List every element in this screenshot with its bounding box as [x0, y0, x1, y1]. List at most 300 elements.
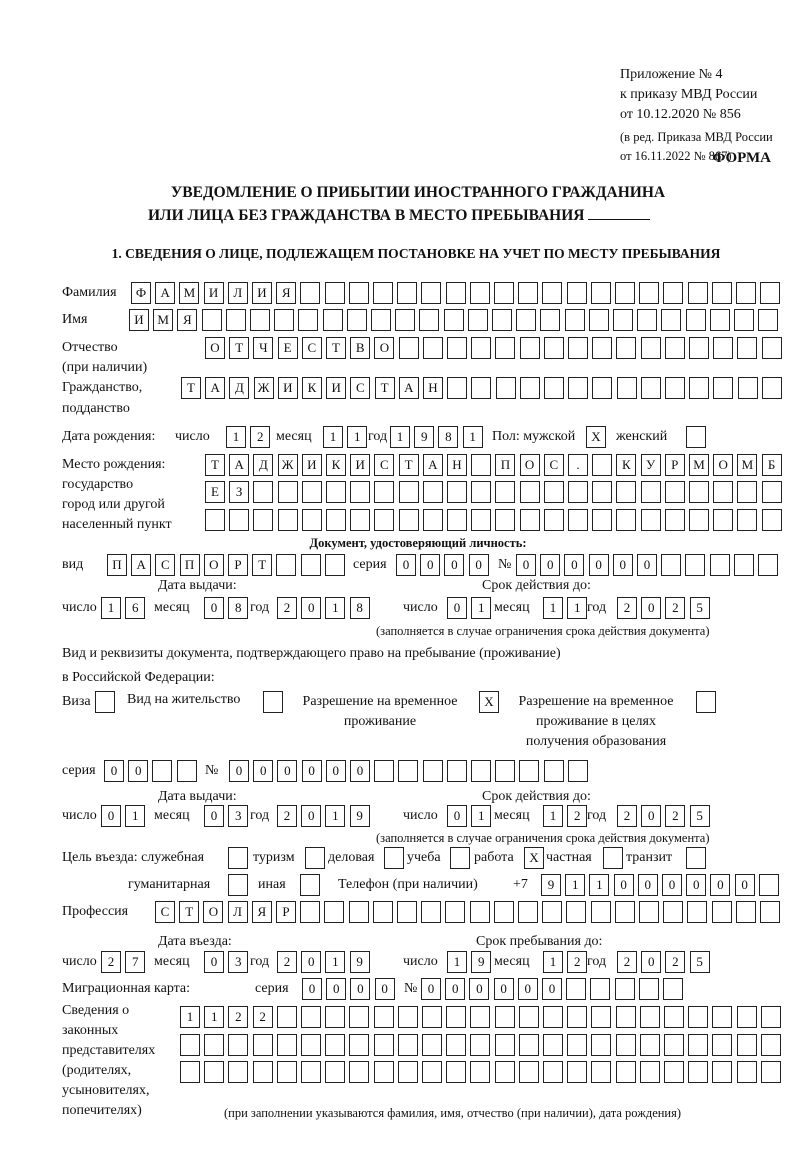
char-cell[interactable]: У [641, 454, 661, 476]
char-cell[interactable]: 5 [690, 805, 710, 827]
char-cell[interactable]: 0 [564, 554, 584, 576]
char-cell[interactable]: А [229, 454, 249, 476]
char-cell[interactable]: 8 [350, 597, 370, 619]
char-cell[interactable] [228, 1034, 248, 1056]
char-cell[interactable] [277, 1006, 297, 1028]
char-cell[interactable]: 8 [228, 597, 248, 619]
char-cell[interactable]: С [302, 337, 322, 359]
birth-year-field[interactable] [390, 426, 487, 448]
char-cell[interactable] [543, 1061, 563, 1083]
char-cell[interactable]: Н [423, 377, 443, 399]
checkbox-cell[interactable] [263, 691, 283, 713]
char-cell[interactable]: 1 [125, 805, 145, 827]
stay-number-field[interactable] [229, 760, 592, 782]
char-cell[interactable] [591, 1006, 611, 1028]
char-cell[interactable] [520, 337, 540, 359]
char-cell[interactable]: Р [276, 901, 296, 923]
char-cell[interactable] [565, 309, 585, 331]
char-cell[interactable] [760, 901, 780, 923]
char-cell[interactable]: 0 [444, 554, 464, 576]
char-cell[interactable] [568, 509, 588, 531]
representatives-field-2[interactable] [180, 1034, 785, 1056]
char-cell[interactable]: 0 [350, 978, 370, 1000]
char-cell[interactable] [665, 509, 685, 531]
char-cell[interactable] [689, 337, 709, 359]
char-cell[interactable]: Д [253, 454, 273, 476]
char-cell[interactable] [278, 481, 298, 503]
char-cell[interactable]: 0 [204, 597, 224, 619]
char-cell[interactable]: 9 [541, 874, 561, 896]
char-cell[interactable] [762, 377, 782, 399]
purpose-business-checkbox[interactable] [384, 847, 408, 869]
char-cell[interactable] [568, 481, 588, 503]
char-cell[interactable]: Ж [278, 454, 298, 476]
char-cell[interactable]: З [229, 481, 249, 503]
stay-valid-day-field[interactable] [447, 805, 495, 827]
char-cell[interactable] [202, 309, 222, 331]
char-cell[interactable]: 3 [228, 805, 248, 827]
char-cell[interactable] [423, 481, 443, 503]
char-cell[interactable] [641, 377, 661, 399]
char-cell[interactable] [713, 481, 733, 503]
char-cell[interactable] [373, 282, 393, 304]
stay-valid-year-field[interactable] [617, 805, 714, 827]
stay-issue-day-field[interactable] [101, 805, 149, 827]
char-cell[interactable]: И [326, 377, 346, 399]
char-cell[interactable] [398, 760, 418, 782]
checkbox-cell[interactable] [384, 847, 404, 869]
id-number-field[interactable] [516, 554, 782, 576]
char-cell[interactable] [470, 282, 490, 304]
char-cell[interactable]: Ж [254, 377, 274, 399]
char-cell[interactable] [615, 282, 635, 304]
char-cell[interactable] [758, 309, 778, 331]
entry-month-field[interactable] [204, 951, 252, 973]
char-cell[interactable] [492, 309, 512, 331]
char-cell[interactable]: 0 [229, 760, 249, 782]
char-cell[interactable]: И [302, 454, 322, 476]
char-cell[interactable]: 3 [228, 951, 248, 973]
char-cell[interactable] [326, 481, 346, 503]
char-cell[interactable]: 0 [302, 760, 322, 782]
char-cell[interactable] [712, 282, 732, 304]
char-cell[interactable]: 2 [617, 951, 637, 973]
char-cell[interactable] [471, 337, 491, 359]
char-cell[interactable] [324, 901, 344, 923]
char-cell[interactable] [712, 901, 732, 923]
char-cell[interactable]: 0 [301, 597, 321, 619]
char-cell[interactable] [566, 978, 586, 1000]
char-cell[interactable]: 2 [617, 597, 637, 619]
entry-day-field[interactable] [101, 951, 149, 973]
char-cell[interactable]: 0 [350, 760, 370, 782]
char-cell[interactable]: 0 [421, 978, 441, 1000]
checkbox-cell[interactable] [603, 847, 623, 869]
char-cell[interactable] [325, 1006, 345, 1028]
representatives-field-3[interactable] [180, 1061, 785, 1083]
char-cell[interactable]: М [737, 454, 757, 476]
char-cell[interactable]: 0 [710, 874, 730, 896]
char-cell[interactable]: 2 [228, 1006, 248, 1028]
char-cell[interactable] [734, 554, 754, 576]
char-cell[interactable] [397, 901, 417, 923]
stay-until-day-field[interactable] [447, 951, 495, 973]
checkbox-cell[interactable] [686, 426, 706, 448]
char-cell[interactable] [471, 760, 491, 782]
char-cell[interactable] [516, 309, 536, 331]
id-valid-year-field[interactable] [617, 597, 714, 619]
char-cell[interactable] [302, 481, 322, 503]
char-cell[interactable] [422, 1006, 442, 1028]
char-cell[interactable] [495, 760, 515, 782]
char-cell[interactable]: 1 [226, 426, 246, 448]
char-cell[interactable] [349, 1006, 369, 1028]
char-cell[interactable] [350, 481, 370, 503]
id-issue-month-field[interactable] [204, 597, 252, 619]
char-cell[interactable]: Т [399, 454, 419, 476]
char-cell[interactable] [276, 554, 296, 576]
char-cell[interactable]: 6 [125, 597, 145, 619]
char-cell[interactable]: П [180, 554, 200, 576]
char-cell[interactable]: 2 [253, 1006, 273, 1028]
char-cell[interactable] [665, 481, 685, 503]
char-cell[interactable] [736, 901, 756, 923]
char-cell[interactable]: 2 [250, 426, 270, 448]
char-cell[interactable] [762, 509, 782, 531]
purpose-other-checkbox[interactable] [300, 874, 324, 896]
char-cell[interactable] [641, 509, 661, 531]
char-cell[interactable]: Я [276, 282, 296, 304]
char-cell[interactable] [301, 1006, 321, 1028]
char-cell[interactable]: О [374, 337, 394, 359]
char-cell[interactable] [615, 978, 635, 1000]
char-cell[interactable]: В [350, 337, 370, 359]
char-cell[interactable] [253, 481, 273, 503]
stay-issue-year-field[interactable] [277, 805, 374, 827]
char-cell[interactable]: Я [252, 901, 272, 923]
char-cell[interactable] [544, 337, 564, 359]
char-cell[interactable] [471, 481, 491, 503]
char-cell[interactable] [592, 481, 612, 503]
char-cell[interactable] [617, 377, 637, 399]
char-cell[interactable] [688, 1034, 708, 1056]
char-cell[interactable] [395, 309, 415, 331]
char-cell[interactable] [567, 1006, 587, 1028]
char-cell[interactable]: 0 [589, 554, 609, 576]
char-cell[interactable] [737, 337, 757, 359]
char-cell[interactable] [664, 1006, 684, 1028]
char-cell[interactable]: 2 [665, 805, 685, 827]
char-cell[interactable] [374, 1061, 394, 1083]
char-cell[interactable]: Т [375, 377, 395, 399]
char-cell[interactable] [349, 1061, 369, 1083]
representatives-field-1[interactable] [180, 1006, 785, 1028]
char-cell[interactable] [180, 1034, 200, 1056]
char-cell[interactable]: 1 [323, 426, 343, 448]
purpose-private-checkbox[interactable] [603, 847, 627, 869]
char-cell[interactable] [520, 509, 540, 531]
visa-checkbox[interactable] [95, 691, 119, 713]
id-valid-month-field[interactable] [543, 597, 591, 619]
migration-series-field[interactable] [302, 978, 399, 1000]
char-cell[interactable] [689, 481, 709, 503]
char-cell[interactable]: Т [205, 454, 225, 476]
char-cell[interactable] [519, 1061, 539, 1083]
char-cell[interactable] [399, 509, 419, 531]
char-cell[interactable] [374, 760, 394, 782]
purpose-humanitarian-checkbox[interactable] [228, 874, 252, 896]
char-cell[interactable]: Д [229, 377, 249, 399]
char-cell[interactable] [567, 1061, 587, 1083]
char-cell[interactable] [520, 377, 540, 399]
char-cell[interactable] [639, 282, 659, 304]
char-cell[interactable] [470, 1006, 490, 1028]
citizenship-field[interactable] [181, 377, 786, 399]
char-cell[interactable] [421, 282, 441, 304]
char-cell[interactable]: А [423, 454, 443, 476]
char-cell[interactable]: 2 [665, 597, 685, 619]
char-cell[interactable] [229, 509, 249, 531]
char-cell[interactable] [325, 1034, 345, 1056]
char-cell[interactable]: И [204, 282, 224, 304]
char-cell[interactable] [640, 1061, 660, 1083]
char-cell[interactable]: 0 [494, 978, 514, 1000]
residence-checkbox[interactable] [263, 691, 287, 713]
char-cell[interactable]: Т [326, 337, 346, 359]
char-cell[interactable]: 9 [350, 951, 370, 973]
char-cell[interactable] [616, 481, 636, 503]
char-cell[interactable]: Я [177, 309, 197, 331]
char-cell[interactable]: 8 [438, 426, 458, 448]
char-cell[interactable] [687, 901, 707, 923]
char-cell[interactable]: Б [762, 454, 782, 476]
char-cell[interactable]: С [374, 454, 394, 476]
stay-valid-month-field[interactable] [543, 805, 591, 827]
char-cell[interactable] [447, 509, 467, 531]
birth-place-field-3[interactable] [205, 509, 786, 531]
stay-series-field[interactable] [104, 760, 201, 782]
char-cell[interactable] [226, 309, 246, 331]
char-cell[interactable] [688, 1006, 708, 1028]
char-cell[interactable]: 7 [125, 951, 145, 973]
id-issue-day-field[interactable] [101, 597, 149, 619]
char-cell[interactable]: 1 [463, 426, 483, 448]
profession-field[interactable] [155, 901, 784, 923]
char-cell[interactable] [641, 337, 661, 359]
char-cell[interactable] [543, 1034, 563, 1056]
char-cell[interactable]: 1 [543, 805, 563, 827]
sex-female-checkbox[interactable] [686, 426, 710, 448]
char-cell[interactable]: Н [447, 454, 467, 476]
id-series-field[interactable] [396, 554, 493, 576]
char-cell[interactable]: 0 [277, 760, 297, 782]
char-cell[interactable]: О [520, 454, 540, 476]
char-cell[interactable]: 2 [277, 951, 297, 973]
char-cell[interactable] [762, 337, 782, 359]
char-cell[interactable] [399, 337, 419, 359]
char-cell[interactable] [444, 309, 464, 331]
char-cell[interactable]: 0 [104, 760, 124, 782]
char-cell[interactable] [616, 1061, 636, 1083]
char-cell[interactable]: И [278, 377, 298, 399]
char-cell[interactable]: С [155, 901, 175, 923]
char-cell[interactable]: 1 [543, 597, 563, 619]
id-kind-field[interactable] [107, 554, 349, 576]
char-cell[interactable] [422, 1061, 442, 1083]
char-cell[interactable]: 1 [543, 951, 563, 973]
char-cell[interactable] [761, 1061, 781, 1083]
char-cell[interactable] [761, 1034, 781, 1056]
char-cell[interactable]: Ф [131, 282, 151, 304]
char-cell[interactable] [495, 509, 515, 531]
char-cell[interactable] [762, 481, 782, 503]
char-cell[interactable] [613, 309, 633, 331]
checkbox-cell[interactable] [696, 691, 716, 713]
char-cell[interactable] [495, 1006, 515, 1028]
char-cell[interactable] [544, 509, 564, 531]
char-cell[interactable] [689, 377, 709, 399]
char-cell[interactable]: О [203, 901, 223, 923]
entry-year-field[interactable] [277, 951, 374, 973]
char-cell[interactable]: 0 [326, 978, 346, 1000]
purpose-tourism-checkbox[interactable] [305, 847, 329, 869]
checkbox-cell[interactable]: X [586, 426, 606, 448]
char-cell[interactable] [640, 1034, 660, 1056]
char-cell[interactable] [712, 1006, 732, 1028]
name-field[interactable] [129, 309, 782, 331]
char-cell[interactable] [423, 509, 443, 531]
checkbox-cell[interactable] [228, 847, 248, 869]
char-cell[interactable]: Л [228, 282, 248, 304]
char-cell[interactable] [422, 1034, 442, 1056]
char-cell[interactable] [616, 1006, 636, 1028]
char-cell[interactable]: О [204, 554, 224, 576]
char-cell[interactable]: 2 [567, 951, 587, 973]
char-cell[interactable] [616, 1034, 636, 1056]
char-cell[interactable] [298, 309, 318, 331]
char-cell[interactable] [374, 509, 394, 531]
char-cell[interactable]: 0 [302, 978, 322, 1000]
char-cell[interactable] [470, 901, 490, 923]
checkbox-cell[interactable]: X [524, 847, 544, 869]
char-cell[interactable] [519, 760, 539, 782]
char-cell[interactable] [495, 1061, 515, 1083]
char-cell[interactable] [471, 377, 491, 399]
purpose-transit-checkbox[interactable] [686, 847, 710, 869]
char-cell[interactable]: 1 [325, 951, 345, 973]
char-cell[interactable] [301, 1061, 321, 1083]
char-cell[interactable] [325, 1061, 345, 1083]
char-cell[interactable]: Т [179, 901, 199, 923]
char-cell[interactable] [277, 1034, 297, 1056]
char-cell[interactable] [446, 1006, 466, 1028]
phone-field[interactable] [541, 874, 783, 896]
char-cell[interactable] [663, 978, 683, 1000]
char-cell[interactable]: 9 [471, 951, 491, 973]
char-cell[interactable]: 2 [567, 805, 587, 827]
char-cell[interactable]: 1 [347, 426, 367, 448]
sex-male-checkbox[interactable] [586, 426, 610, 448]
char-cell[interactable]: 2 [277, 597, 297, 619]
char-cell[interactable] [470, 1061, 490, 1083]
char-cell[interactable]: М [689, 454, 709, 476]
char-cell[interactable]: 1 [447, 951, 467, 973]
char-cell[interactable] [568, 377, 588, 399]
char-cell[interactable]: А [155, 282, 175, 304]
char-cell[interactable] [759, 874, 779, 896]
char-cell[interactable] [737, 1061, 757, 1083]
checkbox-cell[interactable] [300, 874, 320, 896]
char-cell[interactable]: Е [278, 337, 298, 359]
char-cell[interactable] [592, 337, 612, 359]
char-cell[interactable] [661, 309, 681, 331]
char-cell[interactable] [302, 509, 322, 531]
char-cell[interactable] [323, 309, 343, 331]
char-cell[interactable]: 0 [420, 554, 440, 576]
char-cell[interactable]: 0 [396, 554, 416, 576]
char-cell[interactable] [204, 1034, 224, 1056]
char-cell[interactable]: 0 [614, 874, 634, 896]
char-cell[interactable]: 0 [469, 978, 489, 1000]
char-cell[interactable] [496, 377, 516, 399]
char-cell[interactable] [734, 309, 754, 331]
char-cell[interactable] [205, 509, 225, 531]
char-cell[interactable] [664, 1034, 684, 1056]
char-cell[interactable] [641, 481, 661, 503]
char-cell[interactable] [760, 282, 780, 304]
birth-place-field-2[interactable] [205, 481, 786, 503]
surname-field[interactable] [131, 282, 784, 304]
char-cell[interactable] [685, 554, 705, 576]
char-cell[interactable] [374, 1034, 394, 1056]
purpose-official-checkbox[interactable] [228, 847, 252, 869]
char-cell[interactable] [204, 1061, 224, 1083]
char-cell[interactable]: . [568, 454, 588, 476]
char-cell[interactable] [568, 760, 588, 782]
char-cell[interactable] [447, 760, 467, 782]
char-cell[interactable]: 0 [447, 597, 467, 619]
id-issue-year-field[interactable] [277, 597, 374, 619]
char-cell[interactable] [543, 1006, 563, 1028]
char-cell[interactable] [637, 309, 657, 331]
char-cell[interactable] [544, 760, 564, 782]
char-cell[interactable] [446, 282, 466, 304]
char-cell[interactable] [616, 337, 636, 359]
char-cell[interactable] [761, 1006, 781, 1028]
char-cell[interactable] [519, 1034, 539, 1056]
char-cell[interactable]: И [129, 309, 149, 331]
char-cell[interactable] [713, 377, 733, 399]
char-cell[interactable] [542, 282, 562, 304]
char-cell[interactable] [544, 481, 564, 503]
char-cell[interactable]: 0 [518, 978, 538, 1000]
char-cell[interactable]: 1 [325, 805, 345, 827]
char-cell[interactable]: М [179, 282, 199, 304]
char-cell[interactable]: 2 [617, 805, 637, 827]
char-cell[interactable]: К [302, 377, 322, 399]
char-cell[interactable] [758, 554, 778, 576]
char-cell[interactable] [399, 481, 419, 503]
char-cell[interactable]: 0 [516, 554, 536, 576]
char-cell[interactable]: 0 [101, 805, 121, 827]
char-cell[interactable]: 0 [128, 760, 148, 782]
char-cell[interactable] [471, 454, 491, 476]
char-cell[interactable] [446, 1061, 466, 1083]
char-cell[interactable] [689, 509, 709, 531]
char-cell[interactable] [518, 282, 538, 304]
char-cell[interactable] [495, 481, 515, 503]
char-cell[interactable]: 2 [277, 805, 297, 827]
